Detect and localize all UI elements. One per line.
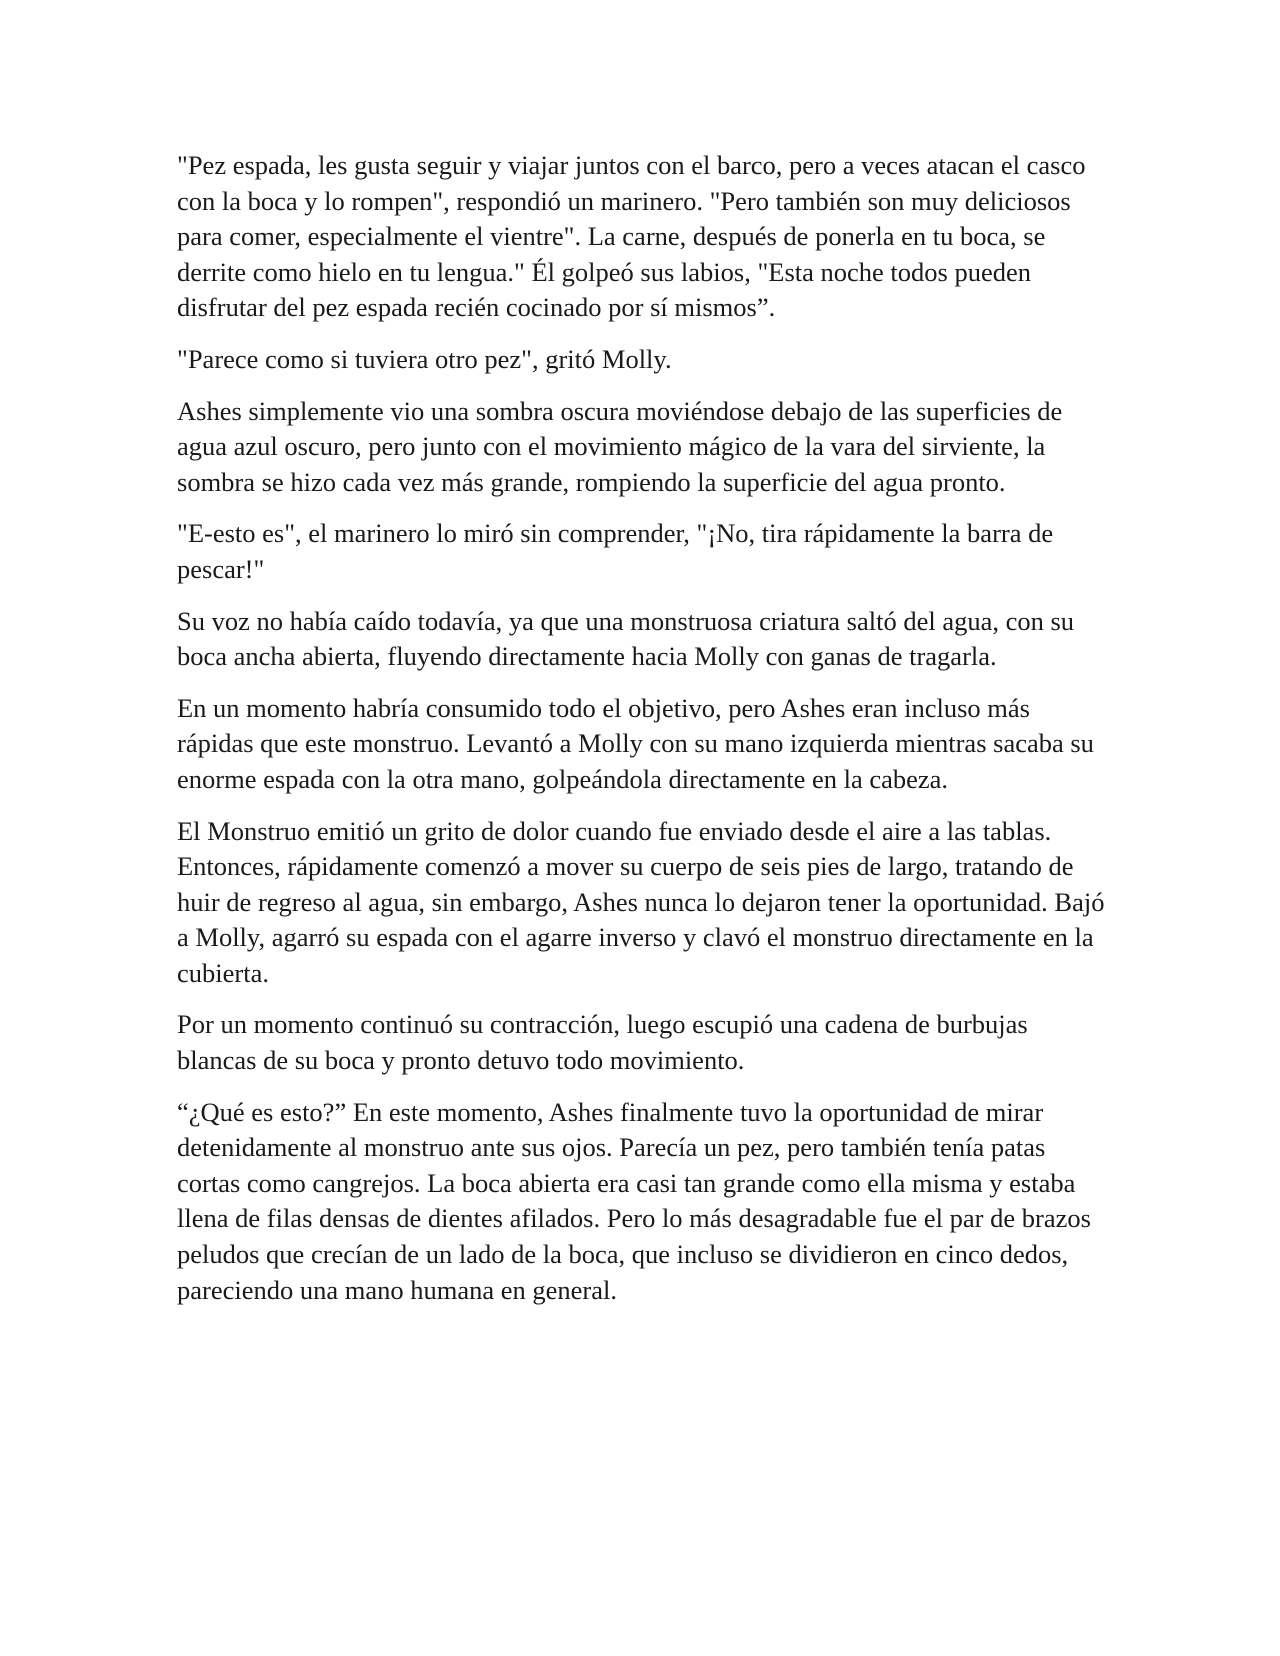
- paragraph-2: "Parece como si tuviera otro pez", gritó Molly.: [177, 343, 672, 374]
- paragraph-6: En un momento habría consumido todo el objetivo, pero Ashes eran incluso más rápidas que este monstruo. Levantó a Molly con su mano izquierda mientras sacaba su enorme espada con la otra mano, golpeándola directamente en la cabeza.: [177, 692, 1094, 794]
- paragraph-1: "Pez espada, les gusta seguir y viajar juntos con el barco, pero a veces atacan el casco con la boca y lo rompen", respondió un marinero. "Pero también son muy deliciosos para comer, especialmente el vientre". La carne, después de ponerla en tu boca, se derrite como hielo en tu lengua." Él golpeó sus labios, "Esta noche todos pueden disfrutar del pez espada recién cocinado por sí mismos”.: [177, 150, 1086, 323]
- paragraph-3: Ashes simplemente vio una sombra oscura moviéndose debajo de las superficies de agua azul oscuro, pero junto con el movimiento mágico de la vara del sirviente, la sombra se hizo cada vez más grande, rompiendo la superficie del agua pronto.: [177, 395, 1063, 497]
- paragraph-7: El Monstruo emitió un grito de dolor cuando fue enviado desde el aire a las tablas. Entonces, rápidamente comenzó a mover su cuerpo de seis pies de largo, tratando de huir de regreso al agua, sin embargo, Ashes nunca lo dejaron tener la oportunidad. Bajó a Molly, agarró su espada con el agarre inverso y clavó el monstruo directamente en la cubierta.: [177, 815, 1105, 988]
- paragraph-9: “¿Qué es esto?” En este momento, Ashes finalmente tuvo la oportunidad de mirar detenidamente al monstruo ante sus ojos. Parecía un pez, pero también tenía patas cortas como cangrejos. La boca abierta era casi tan grande como ella misma y estaba llena de filas densas de dientes afilados. Pero lo más desagradable fue el par de brazos peludos que crecían de un lado de la boca, que incluso se dividieron en cinco dedos, pareciendo una mano humana en general.: [177, 1096, 1091, 1305]
- document-body: [177, 148, 1107, 1324]
- paragraph-4: "E-esto es", el marinero lo miró sin comprender, "¡No, tira rápidamente la barra de pescar!": [177, 518, 1054, 584]
- paragraph-5: Su voz no había caído todavía, ya que una monstruosa criatura saltó del agua, con su boca ancha abierta, fluyendo directamente hacia Molly con ganas de tragarla.: [177, 605, 1075, 672]
- paragraph-8: Por un momento continuó su contracción, luego escupió una cadena de burbujas blancas de su boca y pronto detuvo todo movimiento.: [177, 1009, 1028, 1076]
